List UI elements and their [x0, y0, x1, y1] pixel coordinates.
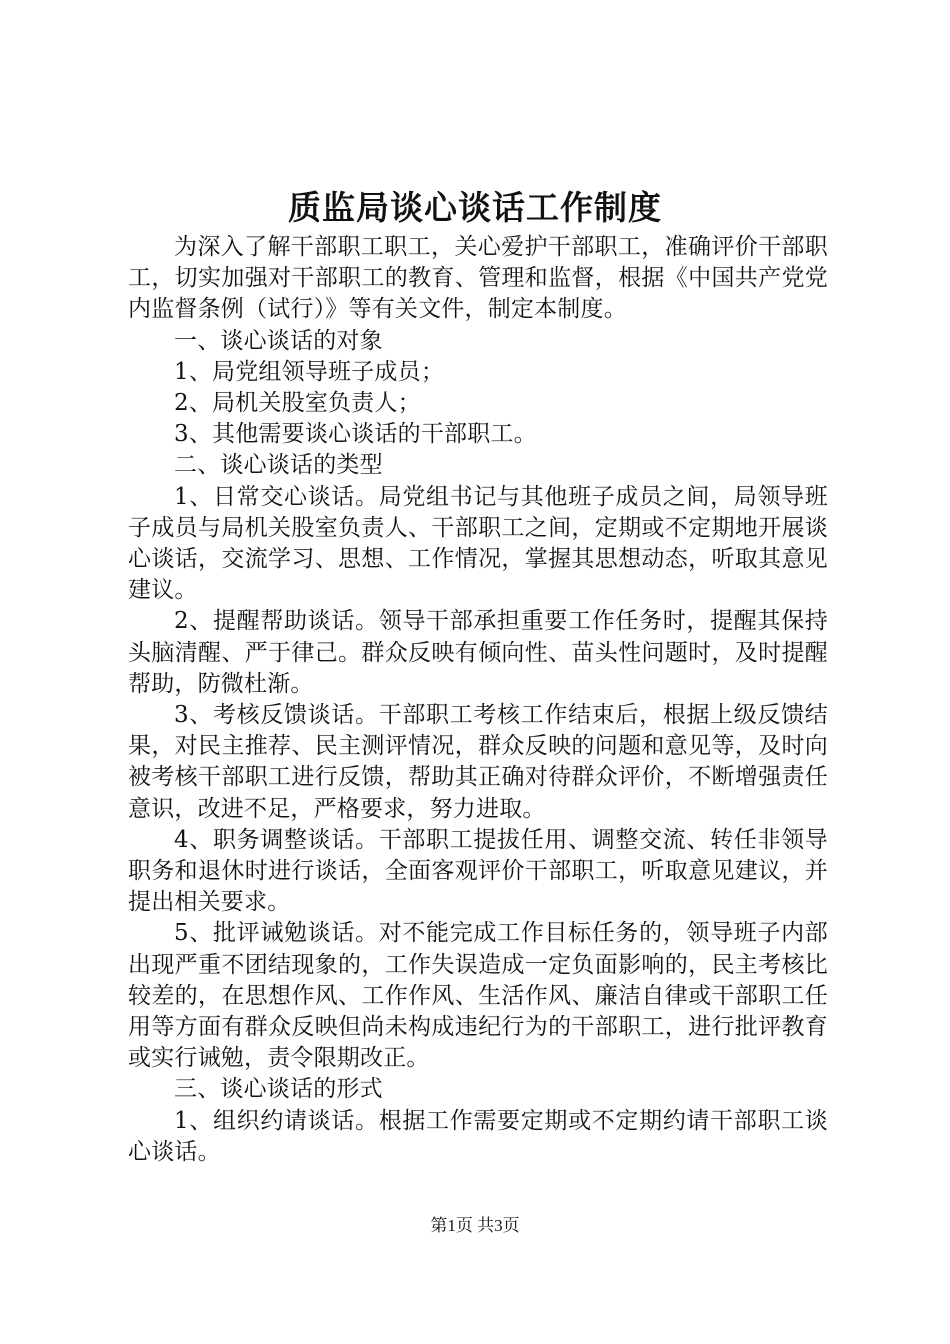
- paragraph-reminder-talk: 2、提醒帮助谈话。领导干部承担重要工作任务时，提醒其保持头脑清醒、严于律己。群众反映有倾向性、苗头性问题时，及时提醒帮助，防微杜渐。: [128, 608, 828, 697]
- document-title: 质监局谈心谈话工作制度: [288, 188, 662, 227]
- list-item: 1、局党组领导班子成员；: [174, 358, 445, 385]
- page-number-footer: 第1页 共3页: [430, 1216, 520, 1235]
- paragraph-position-talk: 4、职务调整谈话。干部职工提拔任用、调整交流、转任非领导职务和退休时进行谈话，全面客观评价干部职工，听取意见建议，并提出相关要求。: [128, 826, 828, 916]
- paragraph-daily-talk: 1、日常交心谈话。局党组书记与其他班子成员之间，局领导班子成员与局机关股室负责人、干部职工之间，定期或不定期地开展谈心谈话，交流学习、思想、工作情况，掌握其思想动态，听取其意见建议。: [128, 483, 828, 604]
- section-heading-objects: 一、谈心谈话的对象: [174, 327, 383, 354]
- section-heading-types: 二、谈心谈话的类型: [174, 452, 383, 479]
- paragraph-feedback-talk: 3、考核反馈谈话。干部职工考核工作结束后，根据上级反馈结果，对民主推荐、民主测评情况，群众反映的问题和意见等，及时向被考核干部职工进行反馈，帮助其正确对待群众评价，不断增强责任意识，改进不足，严格要求，努力进取。: [128, 702, 828, 822]
- list-item: 2、局机关股室负责人；: [174, 390, 421, 417]
- paragraph-intro: 为深入了解干部职工职工，关心爱护干部职工，准确评价干部职工，切实加强对干部职工的教育、管理和监督，根据《中国共产党党内监督条例（试行）》等有关文件，制定本制度。: [128, 234, 828, 323]
- paragraph-organized-talk: 1、组织约请谈话。根据工作需要定期或不定期约请干部职工谈心谈话。: [128, 1107, 828, 1165]
- list-item: 3、其他需要谈心谈话的干部职工。: [174, 421, 537, 448]
- document-body: [128, 232, 828, 1168]
- section-heading-forms: 三、谈心谈话的形式: [174, 1076, 383, 1103]
- paragraph-criticism-talk: 5、批评诫勉谈话。对不能完成工作目标任务的，领导班子内部出现严重不团结现象的，工作失误造成一定负面影响的，民主考核比较差的，在思想作风、工作作风、生活作风、廉洁自律或干部职工任用等方面有群众反映但尚未构成违纪行为的干部职工，进行批评教育或实行诫勉，责令限期改正。: [128, 920, 828, 1072]
